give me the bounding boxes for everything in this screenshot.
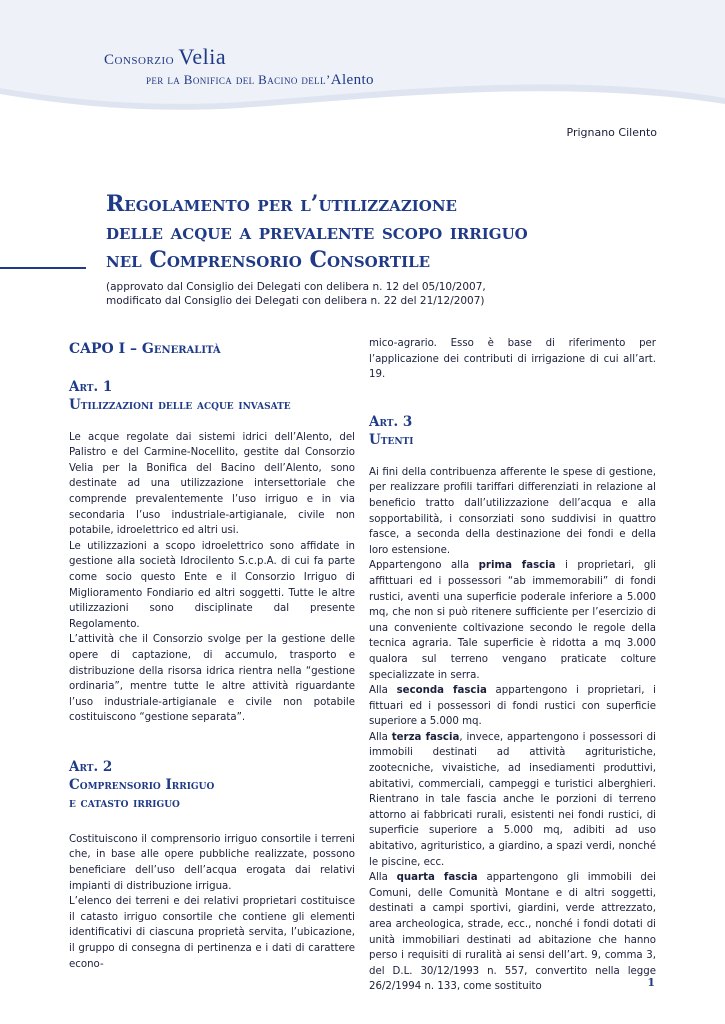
article-3-title: Utenti <box>369 431 414 448</box>
text-run: appartengono gli immobili dei Comuni, delle Comunità Montane e di altri soggetti, destinati a campi sportivi, giardini, verde attrezzato, area archeologica, strade, ecc., nonché i fondi dotati di unità immobiliari destinati ad abitazione che hanno perso i requisiti di ruralità ai sensi dell’art. 9, comma 3, del D.L. 30/12/1993 n. 557, convertito nella legge 26/2/1994 n. 133, come sostituito <box>369 872 657 993</box>
title-line-1: Regolamento per l’utilizzazione <box>106 191 457 217</box>
article-1-paragraph: L’attività che il Consorzio svolge per la gestione delle opere di captazione, di accumulo, trasporto e distribuzione della risorsa idrica rientra nella “gestione ordinaria”, mentre tutte le altre attività riguardante l’uso industriale-artigianale e civile non potabile costituiscono “gestione separata”. <box>69 634 355 724</box>
text-run: i proprietari, gli affittuari ed i possessori “ab immemorabili” di fondi rustici, aventi una superficie poderale inferiore a 5.000 mq, che non si può ritenere sufficiente per l’esercizio di una conveniente coltivazione secondo le regole della tecnica agraria. Tale superficie è ridotta a mq 3.000 qualora sul terreno vengano praticate colture specializzate in serra. <box>369 560 656 681</box>
text-run: Alla <box>369 872 397 884</box>
bold-term: quarta fascia <box>396 872 478 884</box>
title-rule <box>0 267 86 269</box>
article-1-paragraph: Le utilizzazioni a scopo idroelettrico sono affidate in gestione alla società Idrocilento S.c.p.A. di cui fa parte come socio questo Ente e il Consorzio Irriguo di Miglioramento Fondiario ed altri soggetti. Tutte le altre utilizzazioni sono disciplinate dal presente Regolamento. <box>69 540 355 630</box>
brand-logo <box>104 44 374 89</box>
text-run: appartengono i proprietari, i fittuari ed i possessori di fondi rustici con superficie superiore a 5.000 mq. <box>369 685 656 728</box>
text-run: Alla <box>369 685 397 697</box>
article-3-paragraph: Ai fini della contribuenza afferente le spese di gestione, per realizzare profili tariffari differenziati in relazione al beneficio tratto dall’utilizzazione dell’acqua e alla sopportabilità, i consorziati sono suddivisi in quattro fasce, a seconda della destinazione dei fondi e della loro estensione. <box>369 466 656 556</box>
article-2-title-2: e catasto irriguo <box>69 794 180 811</box>
brand-prefix: Consorzio <box>104 52 175 68</box>
text-run: Alla <box>369 731 392 743</box>
place-label: Prignano Cilento <box>566 126 657 139</box>
bold-term: prima fascia <box>478 560 556 572</box>
bold-term: terza fascia <box>391 731 460 743</box>
brand-sub: per la Bonifica del Bacino dell’ <box>146 72 331 87</box>
continued-paragraph: mico-agrario. Esso è base di riferimento per l’applicazione dei contributi di irrigazione di cui all’art. 19. <box>369 338 656 381</box>
title-line-3: nel Comprensorio Consortile <box>106 247 431 273</box>
article-3-paragraph <box>369 870 656 995</box>
article-1-title: Utilizzazioni delle acque invasate <box>69 396 291 413</box>
article-2-paragraph: L’elenco dei terreni e dei relativi proprietari costituisce il catasto irriguo consortile che contiene gli elementi identificativi di ciascuna proprietà servita, l’ubicazione, il gruppo di consegna di pertinenza e i dati di carattere econo- <box>69 896 355 970</box>
brand-name: Velia <box>178 44 227 69</box>
document-subtitle <box>106 280 666 308</box>
article-1-number: Art. 1 <box>69 378 113 395</box>
article-2-paragraph: Costituiscono il comprensorio irriguo consortile i terreni che, in base alle opere pubbliche realizzate, possono beneficiare dell’uso dell’acqua erogata dai relativi impianti di distribuzione irrigua. <box>69 833 355 892</box>
subtitle-line-1: (approvato dal Consiglio dei Delegati con delibera n. 12 del 05/10/2007, <box>106 281 486 293</box>
article-3-paragraph <box>369 558 656 683</box>
article-3-paragraph <box>369 730 656 870</box>
subtitle-line-2: modificato dal Consiglio dei Delegati con delibera n. 22 del 21/12/2007) <box>106 295 485 307</box>
brand-sub-name: Alento <box>330 72 374 88</box>
left-column <box>69 336 355 972</box>
document-title <box>106 190 666 274</box>
article-1-paragraph: Le acque regolate dai sistemi idrici dell’Alento, del Palistro e del Carmine-Nocellito, gestite dal Consorzio Velia per la Bonifica del Bacino dell’Alento, sono destinate ad una utilizzazione intersettoriale che comprende prevalentemente l’uso irriguo e in via secondaria l’uso industriale-artigianale, civile non potabile, idroelettrico ed altri usi. <box>69 431 355 537</box>
title-line-2: delle acque a prevalente scopo irriguo <box>106 219 528 245</box>
page-number: 1 <box>647 976 655 989</box>
bold-term: seconda fascia <box>396 685 487 697</box>
article-2-number: Art. 2 <box>69 758 113 775</box>
text-run: , invece, appartengono i possessori di immobili destinati ad attività agrituristiche, zootecniche, vivaistiche, ad insediamenti produttivi, abitativi, commerciali, campeggi e turistici alberghieri. Rientrano in tale fascia anche le porzioni di terreno attorno ai fabbricati rurali, esistenti nei fondi rustici, di superficie superiore a 5.000 mq, adibiti ad uso abitativo, agrituristico, a giardino, a spazi verdi, nonché le piscine, ecc. <box>369 731 656 868</box>
right-column <box>369 336 656 995</box>
article-3-paragraph <box>369 683 656 730</box>
article-3-number: Art. 3 <box>369 413 413 430</box>
article-2-title-1: Comprensorio Irriguo <box>69 776 215 793</box>
chapter-heading: CAPO I – Generalità <box>69 341 221 357</box>
text-run: Appartengono alla <box>369 560 479 572</box>
